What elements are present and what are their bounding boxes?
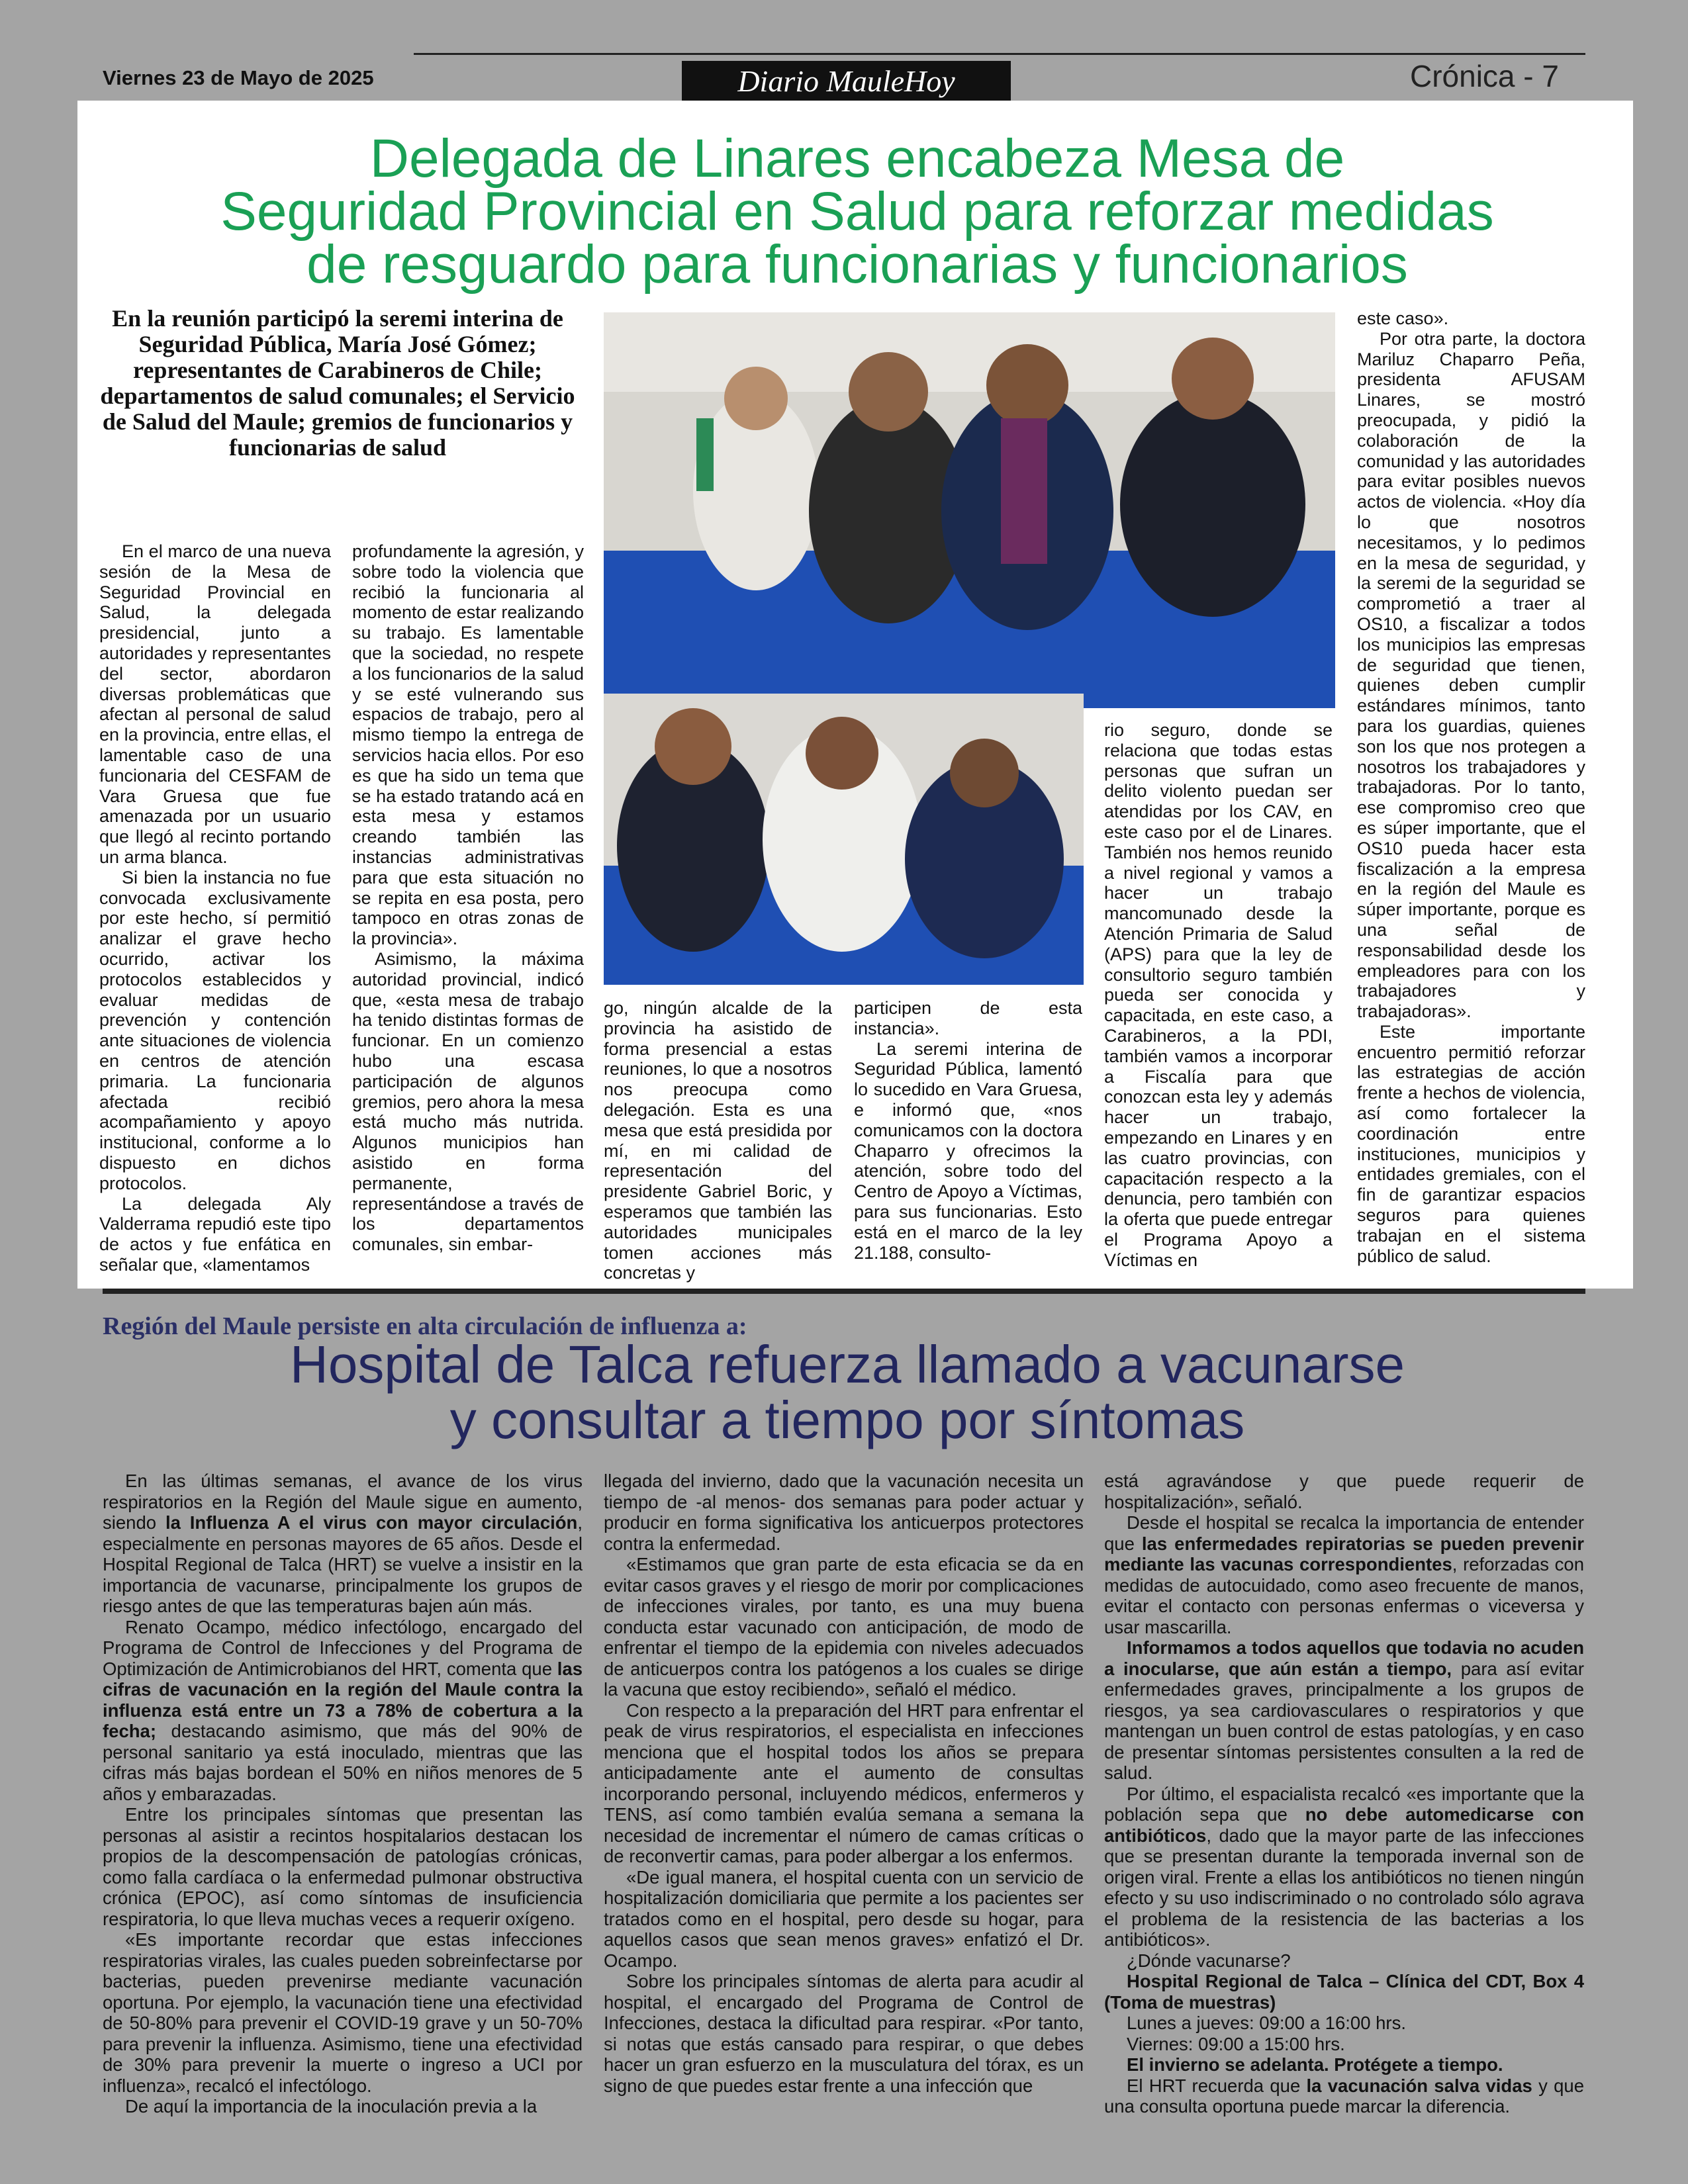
section-divider: [103, 1289, 1585, 1294]
meeting-photo-top: [604, 312, 1335, 708]
article1-column-4: participen de esta instancia». La seremi interina de Seguridad Pública, lamentó lo sucedido en Vara Gruesa, e informó que, «nos comunicamos con la doctora Chaparro y ofrecimos la atención, sobre todo del Centro de Apoyo a Víctimas, para sus funcionarias. Esto está en el marco de la ley 21.188, consulto-: [854, 998, 1082, 1263]
header-rule: [414, 53, 1585, 55]
newspaper-logo: Diario MauleHoy: [682, 61, 1011, 102]
article1-deck: En la reunión participó la seremi interina de Seguridad Pública, María José Gómez; representantes de Carabineros de Chile; departamentos de salud comunales; el Servicio de Salud del Maule; gremios de funcionarios y funcionarias de salud: [100, 305, 575, 461]
article2-column-3: está agravándose y que puede requerir de hospitalización», señaló. Desde el hospital se recalca la importancia de entender que las enfermedades repiratorias se pueden prevenir mediante las vacunas correspondientes, reforzadas con medidas de autocuidado, como aseo frecuente de manos, evitar el contacto con personas enfermas o viceversa y usar mascarilla. Informamos a todos aquellos que todavia no acuden a inocularse, que aún están a tiempo, para así evitar enfermedades graves, principalmente a los grupos de riesgos, ya sea cardiovasculares o respiratorios y que mantengan un buen control de estas patologías, y en caso de presentar síntomas persistentes consulten a la red de salud. Por último, el espacialista recalcó «es importante que la población sepa que no debe automedicarse con antibióticos, dado que la mayor parte de las infecciones que se presentan durante la temporada invernal son de origen viral. Frente a ellas los antibióticos no tienen ningún efecto y su uso indiscriminado o no controlado sólo agrava el problema de la resistencia de las bacterias a los antibióticos». ¿Dónde vacunarse? Hospital Regional de Talca – Clínica del CDT, Box 4 (Toma de muestras) Lunes a jueves: 09:00 a 16:00 hrs. Viernes: 09:00 a 15:00 hrs. El invierno se adelanta. Protégete a tiempo. El HRT recuerda que la vacunación salva vidas y que una consulta oportuna puede marcar la diferencia.: [1104, 1471, 1585, 2116]
article1-column-1: En el marco de una nueva sesión de la Mesa de Seguridad Provincial en Salud, la delegada presidencial, junto a autoridades y representantes del sector, abordaron diversas problemáticas que afectan al personal de salud en la provincia, entre ellas, el lamentable caso de una funcionaria del CESFAM de Vara Gruesa que fue amenazada por un usuario que llegó al recinto portando un arma blanca. Si bien la instancia no fue convocada exclusivamente por este hecho, sí permitió analizar el grave hecho ocurrido, activar los protocolos establecidos y evaluar medidas de prevención y contención ante situaciones de violencia en centros de atención primaria. La funcionaria afectada recibió acompañamiento y apoyo institucional, conforme a lo dispuesto en dichos protocolos. La delegada Aly Valderrama repudió este tipo de actos y fue enfática en señalar que, «lamentamos: [99, 541, 331, 1275]
article2-kicker: Región del Maule persiste en alta circulación de influenza a:: [103, 1312, 747, 1340]
section-page-label: Crónica - 7: [1410, 59, 1559, 93]
issue-date: Viernes 23 de Mayo de 2025: [103, 66, 374, 89]
article1-column-2: profundamente la agresión, y sobre todo la violencia que recibió la funcionaria al momento de estar realizando su trabajo. Es lamentable que la sociedad, no respete a los funcionarios de la salud y se esté vulnerando sus espacios de trabajo, pero al mismo tiempo la entrega de servicios hacia ellos. Por eso es que ha sido un tema que se ha estado tratando acá en esta mesa y estamos creando también las instancias administrativas para que esta situación no se repita en esa posta, pero tampoco en otras zonas de la provincia». Asimismo, la máxima autoridad provincial, indicó que, «esta mesa de trabajo ha tenido distintas formas de funcionar. En un comienzo hubo una escasa participación de algunos gremios, pero ahora la mesa está mucho más nutrida. Algunos municipios han asistido en forma permanente, representándose a través de los departamentos comunales, sin embar-: [352, 541, 584, 1255]
meeting-photo-bottom: [604, 694, 1084, 985]
article2-headline: Hospital de Talca refuerza llamado a vacunarse y consultar a tiempo por síntomas: [290, 1335, 1405, 1449]
article2-column-2: llegada del invierno, dado que la vacunación necesita un tiempo de -al menos- dos semanas para poder actuar y producir en forma significativa los anticuerpos protectores contra la enfermedad. «Estimamos que gran parte de esta eficacia se da en evitar casos graves y el riesgo de morir por complicaciones de infecciones virales, por tanto, es una muy buena conducta estar vacunado con anticipación, de modo de enfrentar el tiempo de la epidemia con niveles adecuados de anticuerpos contra los patógenos a los cuales se dirige la vacuna que estoy recibiendo», señaló el médico. Con respecto a la preparación del HRT para enfrentar el peak de virus respiratorios, el especialista en infecciones menciona que el hospital todos los años se prepara anticipadamente ante el aumento de consultas incorporando personal, incluyendo médicos, enfermeros y TENS, así como también evalúa semana a semana la necesidad de incrementar el número de camas críticas o de reconvertir camas, para poder albergar a los enfermos. «De igual manera, el hospital cuenta con un servicio de hospitalización domiciliaria que permite a los pacientes ser tratados como en el hospital, pero desde su hogar, para aquellos casos que sean menos graves» enfatizó el Dr. Ocampo. Sobre los principales síntomas de alerta para acudir al hospital, el encargado del Programa de Control de Infecciones, destaca la dificultad para respirar. «Por tanto, si notas que estás cansado para respirar, o que debes hacer un gran esfuerzo en la musculatura del tórax, es un signo de que puedes estar frente a una infección que: [604, 1471, 1084, 2096]
article1-column-5: rio seguro, donde se relaciona que todas estas personas que sufran un delito violento puedan ser atendidas por los CAV, en este caso por el de Linares. También nos hemos reunido a nivel regional y vamos a hacer un trabajo mancomunado desde la Atención Primaria de Salud (APS) para que la ley de consultorio seguro también pueda ser conocida y capacitada, en este caso, a Carabineros, a la PDI, también vamos a incorporar a Fiscalía para que conozcan esta ley y además hacer un trabajo, empezando en Linares y en las cuatro provincias, con capacitación respecto a la denuncia, pero también con la oferta que puede entregar el Programa Apoyo a Víctimas en: [1104, 720, 1333, 1270]
meeting-photo-top-image: [604, 312, 1335, 708]
article1-headline: Delegada de Linares encabeza Mesa de Seguridad Provincial en Salud para reforzar medidas de resguardo para funcionarias y funcionarios: [220, 128, 1494, 295]
meeting-photo-bottom-image: [604, 694, 1084, 985]
article1-column-6: este caso». Por otra parte, la doctora Mariluz Chaparro Peña, presidenta AFUSAM Linares, se mostró preocupada, y pidió la colaboración de la comunidad y las autoridades para evitar posibles nuevos actos de violencia. «Hoy día lo que nosotros necesitamos, y lo pedimos en la mesa de seguridad, y la seremi de la seguridad se comprometió a traer al OS10, a fiscalizar a todos los municipios las empresas de seguridad que tienen, quienes deben cumplir estándares mínimos, tanto para los guardias, quienes son los que nos protegen a nosotros los trabajadores y trabajadoras. Por lo tanto, ese compromiso creo que es súper importante, que el OS10 pueda hacer esta fiscalización a la empresa en la región del Maule es súper importante, porque es una señal de responsabilidad desde los empleadores para con los trabajadores y trabajadoras». Este importante encuentro permitió reforzar las estrategias de acción frente a hechos de violencia, así como fortalecer la coordinación entre instituciones, municipios y entidades gremiales, con el fin de garantizar espacios seguros para quienes trabajan en el sistema público de salud.: [1357, 308, 1585, 1266]
article1-column-3: go, ningún alcalde de la provincia ha asistido de forma presencial a estas reuniones, lo que a nosotros nos preocupa como delegación. Esta es una mesa que está presidida por mí, en mi calidad de representación del presidente Gabriel Boric, y esperamos que también las autoridades municipales tomen acciones más concretas y: [604, 998, 832, 1283]
article2-column-1: En las últimas semanas, el avance de los virus respiratorios en la Región del Maule sigue en aumento, siendo la Influenza A el virus con mayor circulación, especialmente en personas mayores de 65 años. Desde el Hospital Regional de Talca (HRT) se vuelve a insistir en la importancia de vacunarse, principalmente los grupos de riesgo antes de que las temperaturas bajen aún más. Renato Ocampo, médico infectólogo, encargado del Programa de Control de Infecciones y del Programa de Optimización de Antimicrobianos del HRT, comenta que las cifras de vacunación en la región del Maule contra la influenza está entre un 73 a 78% de cobertura a la fecha; destacando asimismo, que más del 90% de personal sanitario ya está inoculado, mientras que las cifras más bajas bordean el 50% en niños menores de 5 años y embarazadas. Entre los principales síntomas que presentan las personas al asistir a recintos hospitalarios destacan los propios de la descompensación de patologías crónicas, como falla cardíaca o la enfermedad pulmonar obstructiva crónica (EPOC), así como síntomas de insuficiencia respiratoria, lo que lleva muchas veces a requerir oxígeno. «Es importante recordar que estas infecciones respiratorias virales, las cuales pueden sobreinfectarse por bacterias, pueden prevenirse mediante vacunación oportuna. Por ejemplo, la vacunación tiene una efectividad de 50-80% para prevenir el COVID-19 grave y un 50-70% para prevenir la influenza. Asimismo, tiene una efectividad de 30% para prevenir la muerte o ingreso a UCI por influenza», recalcó el infectólogo. De aquí la importancia de la inoculación previa a la: [103, 1471, 583, 2116]
